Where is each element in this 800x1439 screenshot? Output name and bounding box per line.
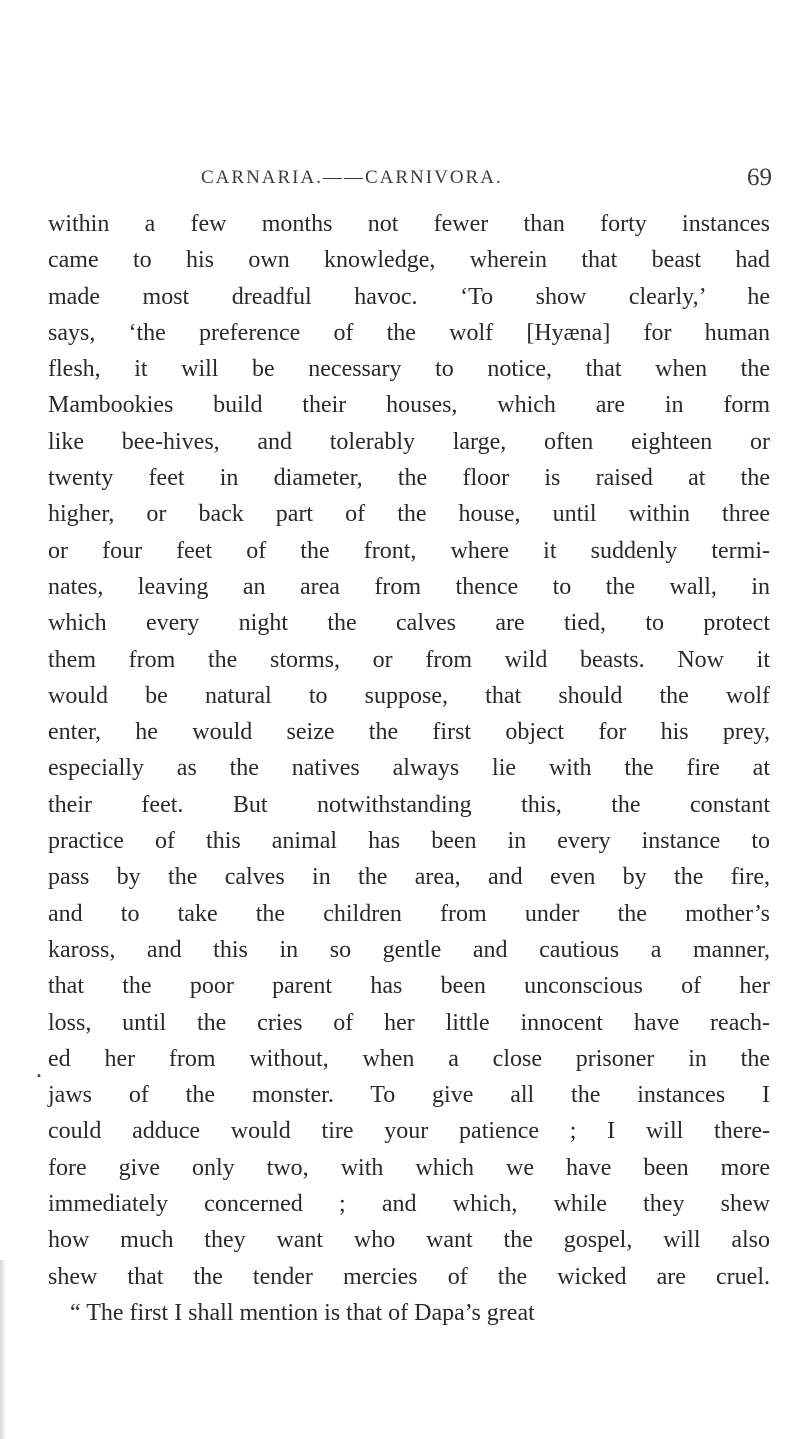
text-line: which every night the calves are tied, to protect [48,610,770,637]
text-line: especially as the natives always lie with the fire at [48,755,770,782]
text-line: says, ‘the preference of the wolf [Hyæna] for human [48,319,770,346]
text-line: like bee-hives, and tolerably large, often eighteen or [48,428,770,455]
text-line: would be natural to suppose, that should the wolf [48,682,770,709]
text-line: fore give only two, with which we have been more [48,1154,770,1181]
text-line: Mambookies build their houses, which are in form [48,392,770,419]
text-line: flesh, it will be necessary to notice, that when the [48,356,770,383]
text-line: them from the storms, or from wild beasts. Now it [48,646,770,673]
text-line: pass by the calves in the area, and even by the fire, [48,864,770,891]
text-line: “ The first I shall mention is that of Dapa’s great [70,1299,535,1326]
text-line: ed her from without, when a close prisoner in the [48,1045,770,1072]
text-line: how much they want who want the gospel, will also [48,1227,770,1254]
running-head: CARNARIA.——CARNIVORA. [201,167,503,188]
text-line: came to his own knowledge, wherein that beast had [48,247,770,274]
margin-mark: . [36,1057,42,1083]
text-line: their feet. But notwithstanding this, the constant [48,791,770,818]
text-line: could adduce would tire your patience ; I will there- [48,1118,770,1145]
text-line: practice of this animal has been in every instance to [48,828,770,855]
text-line: that the poor parent has been unconscious of her [48,973,770,1000]
page-edge-shadow [0,1260,6,1439]
text-line: higher, or back part of the house, until within three [48,501,770,528]
page-header [0,160,800,196]
text-line: kaross, and this in so gentle and cautious a manner, [48,936,770,963]
text-line: within a few months not fewer than forty instances [48,211,770,237]
text-line: nates, leaving an area from thence to the wall, in [48,573,770,600]
page-number: 69 [747,164,772,191]
text-line: shew that the tender mercies of the wicked are cruel. [48,1263,770,1290]
text-line: made most dreadful havoc. ‘To show clearly,’ he [48,283,770,310]
text-line: twenty feet in diameter, the floor is raised at the [48,465,770,492]
text-line: loss, until the cries of her little innocent have reach- [48,1009,770,1036]
text-line: and to take the children from under the mother’s [48,900,770,927]
text-line: immediately concerned ; and which, while they shew [48,1191,770,1218]
text-line: enter, he would seize the first object for his prey, [48,719,770,746]
text-line: or four feet of the front, where it suddenly termi- [48,537,770,564]
text-line: jaws of the monster. To give all the instances I [48,1082,770,1109]
body-text [48,206,770,1331]
